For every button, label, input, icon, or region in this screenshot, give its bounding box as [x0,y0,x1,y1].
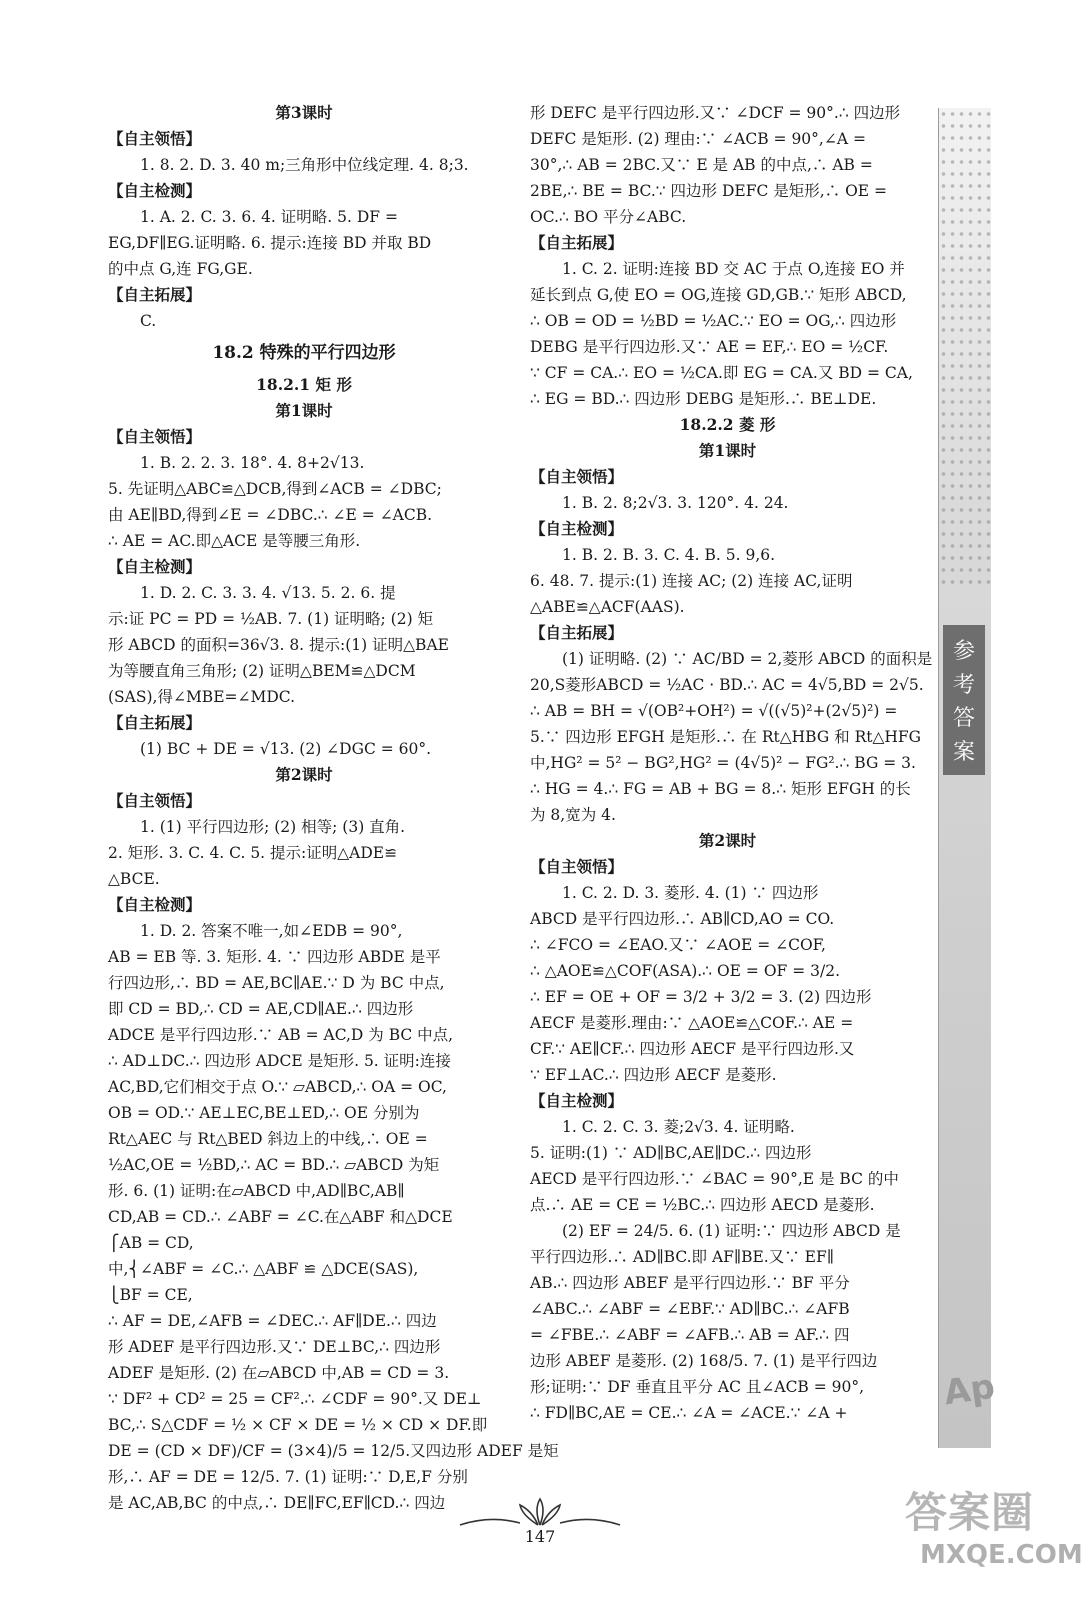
answer-line: 1. D. 2. 答案不唯一,如∠EDB = 90°, [140,922,403,940]
answer-line: 为等腰直角三角形; (2) 证明△BEM≌△DCM [108,662,416,680]
answer-line: DEBG 是平行四边形.又∵ AE = EF,∴ EO = ½CF. [530,338,889,356]
answer-line: ∴ AF = DE,∠AFB = ∠DEC.∴ AF∥DE.∴ 四边 [108,1312,437,1330]
section-heading: 【自主领悟】 [530,857,624,876]
answer-line: 形. 6. (1) 证明:在▱ABCD 中,AD∥BC,AB∥ [108,1182,405,1200]
answer-line: 1. D. 2. C. 3. 3. 4. √13. 5. 2. 6. 提 [140,584,396,602]
lesson-heading: 第2课时 [275,765,333,784]
section-heading: 【自主拓展】 [530,623,624,642]
answer-line: BC,∴ S△CDF = ½ × CF × DE = ½ × CD × DF.即 [108,1416,488,1434]
lesson-heading: 第2课时 [698,831,757,850]
answer-line: △BCE. [108,870,160,888]
answer-line: 是 AC,AB,BC 的中点,∴ DE∥FC,EF∥CD.∴ 四边 [108,1494,446,1512]
answer-line: 5.∵ 四边形 EFGH 是矩形.∴ 在 Rt△HBG 和 Rt△HFG [530,728,922,746]
answer-line: DE = (CD × DF)/CF = (3×4)/5 = 12/5.又四边形 ADEF 是矩 [108,1442,559,1460]
answer-line: ∴ OB = OD = ½BD = ½AC.∵ EO = OG,∴ 四边形 [530,312,897,330]
answer-line: ∴ AD⊥DC.∴ 四边形 ADCE 是矩形. 5. 证明:连接 [108,1052,451,1070]
answer-line: CD,AB = CD.∴ ∠ABF = ∠C.在△ABF 和△DCE [108,1208,453,1226]
answer-line: 示:证 PC = PD = ½AB. 7. (1) 证明略; (2) 矩 [108,610,434,628]
answer-line: DEFC 是矩形. (2) 理由:∵ ∠ACB = 90°,∠A = [530,130,866,148]
answer-line: C. [140,312,157,330]
answer-line: ∵ EF⊥AC.∴ 四边形 AECF 是菱形. [530,1066,777,1084]
answer-line: 为 8,宽为 4. [530,806,616,824]
side-label-char: 参 [952,639,975,665]
answer-line: 1. (1) 平行四边形; (2) 相等; (3) 直角. [140,818,406,836]
answer-line: 2. 矩形. 3. C. 4. C. 5. 提示:证明△ADE≌ [108,844,398,862]
answer-line: ⎧AB = CD, [108,1234,194,1252]
answer-line: 延长到点 G,使 EO = OG,连接 GD,GB.∵ 矩形 ABCD, [530,286,907,304]
answer-line: 1. B. 2. B. 3. C. 4. B. 5. 9,6. [562,546,776,564]
section-heading: 【自主检测】 [530,1091,624,1110]
answer-line: ADCE 是平行四边形.∵ AB = AC,D 为 BC 中点, [108,1026,454,1044]
answer-line: 1. C. 2. D. 3. 菱形. 4. (1) ∵ 四边形 [562,884,819,902]
section-heading: 【自主领悟】 [108,129,202,148]
answer-line: ∴ EF = OE + OF = 3/2 + 3/2 = 3. (2) 四边形 [530,988,872,1006]
section-heading: 【自主拓展】 [530,233,624,252]
section-heading: 【自主领悟】 [108,427,202,446]
answer-line: 6. 48. 7. 提示:(1) 连接 AC; (2) 连接 AC,证明 [530,572,853,590]
side-label-char: 答 [952,706,975,732]
section-heading: 【自主检测】 [108,557,202,576]
section-heading: 【自主检测】 [108,895,202,914]
lesson-heading: 18.2 特殊的平行四边形 [212,343,396,363]
answer-line: 平行四边形.∴ AD∥BC.即 AF∥BE.又∵ EF∥ [530,1248,834,1266]
lesson-heading: 第1课时 [275,401,333,420]
answer-line: OC.∴ BO 平分∠ABC. [530,208,687,226]
dot-pattern [939,108,991,588]
answer-line: ∴ AE = AC.即△ACE 是等腰三角形. [108,532,361,550]
answer-line: 1. A. 2. C. 3. 6. 4. 证明略. 5. DF = [140,208,398,226]
answer-line: ⎩BF = CE, [108,1286,193,1304]
answer-line: 行四边形,∴ BD = AE,BC∥AE.∵ D 为 BC 中点, [108,974,445,992]
section-heading: 【自主检测】 [530,519,624,538]
answer-column-right [530,100,933,1426]
answer-line: 的中点 G,连 FG,GE. [108,260,253,278]
watermark-url: MXQE.COM [920,1540,1083,1570]
answer-line: ½AC,OE = ½BD,∴ AC = BD.∴ ▱ABCD 为矩 [108,1156,440,1174]
section-heading: 【自主领悟】 [530,467,624,486]
section-tab-reference-answers [943,625,985,775]
answer-line: 1. C. 2. C. 3. 菱;2√3. 4. 证明略. [562,1118,795,1136]
answer-line: CF.∵ AE∥CF.∴ 四边形 AECF 是平行四边形.又 [530,1040,855,1058]
answer-line: 1. B. 2. 8;2√3. 3. 120°. 4. 24. [562,494,789,512]
answer-line: AECD 是平行四边形.∵ ∠BAC = 90°,E 是 BC 的中 [530,1170,899,1188]
section-heading: 【自主拓展】 [108,713,202,732]
answer-line: ∵ DF² + CD² = 25 = CF².∴ ∠CDF = 90°.又 DE⊥ [108,1390,482,1408]
answer-line: 中,⎨∠ABF = ∠C.∴ △ABF ≌ △DCE(SAS), [108,1260,419,1278]
lesson-heading: 18.2.2 菱 形 [679,415,776,434]
answer-line: 30°,∴ AB = 2BC.又∵ E 是 AB 的中点,∴ AB = [530,156,873,174]
section-heading: 【自主拓展】 [108,285,202,304]
answer-line: 由 AE∥BD,得到∠E = ∠DBC.∴ ∠E = ∠ACB. [108,506,433,524]
lesson-heading: 第1课时 [698,441,757,460]
answer-line: ∴ EG = BD.∴ 四边形 DEBG 是矩形.∴ BE⊥DE. [530,390,877,408]
answer-line: AECF 是菱形.理由:∵ △AOE≌△COF.∴ AE = [530,1014,854,1032]
answer-line: 点.∴ AE = CE = ½BC.∴ 四边形 AECD 是菱形. [530,1196,875,1214]
answer-line: 形 ADEF 是平行四边形.又∵ DE⊥BC,∴ 四边形 [108,1338,441,1356]
answer-line: 即 CD = BD,∴ CD = AE,CD∥AE.∴ 四边形 [108,1000,414,1018]
page-number: 147 [524,1527,556,1546]
answer-line: ∴ FD∥BC,AE = CE.∴ ∠A = ∠ACE.∵ ∠A + [530,1404,848,1422]
answer-line: (SAS),得∠MBE=∠MDC. [108,688,296,706]
answer-line: △ABE≌△ACF(AAS). [530,598,685,616]
answer-line: EG,DF∥EG.证明略. 6. 提示:连接 BD 并取 BD [108,234,432,252]
watermark-logo: 答案圈 [905,1488,1035,1537]
answer-line: 1. C. 2. 证明:连接 BD 交 AC 于点 O,连接 EO 并 [562,260,905,278]
answer-line: 2BE,∴ BE = BC.∵ 四边形 DEFC 是矩形,∴ OE = [530,182,888,200]
side-decoration-mark: Ap [941,1366,998,1414]
answer-line: (1) 证明略. (2) ∵ AC/BD = 2,菱形 ABCD 的面积是 [562,650,933,668]
answer-line: 5. 证明:(1) ∵ AD∥BC,AE∥DC.∴ 四边形 [530,1144,812,1162]
answer-line: ABCD 是平行四边形.∴ AB∥CD,AO = CO. [530,910,835,928]
answer-line: AB.∴ 四边形 ABEF 是平行四边形.∵ BF 平分 [530,1274,850,1292]
answer-line: ∴ AB = BH = √(OB²+OH²) = √((√5)²+(2√5)²) = [530,702,898,720]
answer-line: ∴ ∠FCO = ∠EAO.又∵ ∠AOE = ∠COF, [530,936,826,954]
answer-line: 形;证明:∵ DF 垂直且平分 AC 且∠ACB = 90°, [530,1378,865,1396]
answer-line: 形,∴ AF = DE = 12/5. 7. (1) 证明:∵ D,E,F 分别 [108,1468,468,1486]
answer-line: 5. 先证明△ABC≌△DCB,得到∠ACB = ∠DBC; [108,480,442,498]
answer-line: 20,S菱形ABCD = ½AC · BD.∴ AC = 4√5,BD = 2√5. [530,676,924,694]
answer-line: Rt△AEC 与 Rt△BED 斜边上的中线,∴ OE = [108,1130,428,1148]
answer-line: ADEF 是矩形. (2) 在▱ABCD 中,AB = CD = 3. [108,1364,450,1382]
answer-line: AB = EB 等. 3. 矩形. 4. ∵ 四边形 ABDE 是平 [108,948,441,966]
answer-line: ∴ △AOE≌△COF(ASA).∴ OE = OF = 3/2. [530,962,841,980]
lesson-heading: 18.2.1 矩 形 [256,375,352,394]
lesson-heading: 第3课时 [275,103,333,122]
answer-line: = ∠FBE.∴ ∠ABF = ∠AFB.∴ AB = AF.∴ 四 [530,1326,850,1344]
section-heading: 【自主检测】 [108,181,202,200]
side-label-char: 案 [952,739,975,765]
side-label-char: 考 [952,672,975,698]
answer-line: 形 DEFC 是平行四边形.又∵ ∠DCF = 90°.∴ 四边形 [530,104,901,122]
answer-line: ∠ABC.∴ ∠ABF = ∠EBF.∵ AD∥BC.∴ ∠AFB [530,1300,850,1318]
answer-line: 1. 8. 2. D. 3. 40 m;三角形中位线定理. 4. 8;3. [140,156,469,174]
answer-line: ∵ CF = CA.∴ EO = ½CA.即 EG = CA.又 BD = CA, [530,364,913,382]
answer-line: 1. B. 2. 2. 3. 18°. 4. 8+2√13. [140,454,365,472]
answer-line: 形 ABCD 的面积=36√3. 8. 提示:(1) 证明△BAE [108,636,449,654]
answer-line: 边形 ABEF 是菱形. (2) 168/5. 7. (1) 是平行四边 [530,1352,878,1370]
answer-line: (1) BC + DE = √13. (2) ∠DGC = 60°. [140,740,432,758]
answer-line: (2) EF = 24/5. 6. (1) 证明:∵ 四边形 ABCD 是 [562,1222,901,1240]
answer-line: 中,HG² = 5² − BG²,HG² = (4√5)² − FG².∴ BG = 3. [530,754,916,772]
section-heading: 【自主领悟】 [108,791,202,810]
answer-line: ∴ HG = 4.∴ FG = AB + BG = 8.∴ 矩形 EFGH 的长 [530,780,911,798]
answer-column-left [108,100,559,1516]
decorative-side-strip [938,108,991,1448]
answer-line: OB = OD.∵ AE⊥EC,BE⊥ED,∴ OE 分别为 [108,1104,420,1122]
answer-line: AC,BD,它们相交于点 O.∵ ▱ABCD,∴ OA = OC, [108,1078,447,1096]
